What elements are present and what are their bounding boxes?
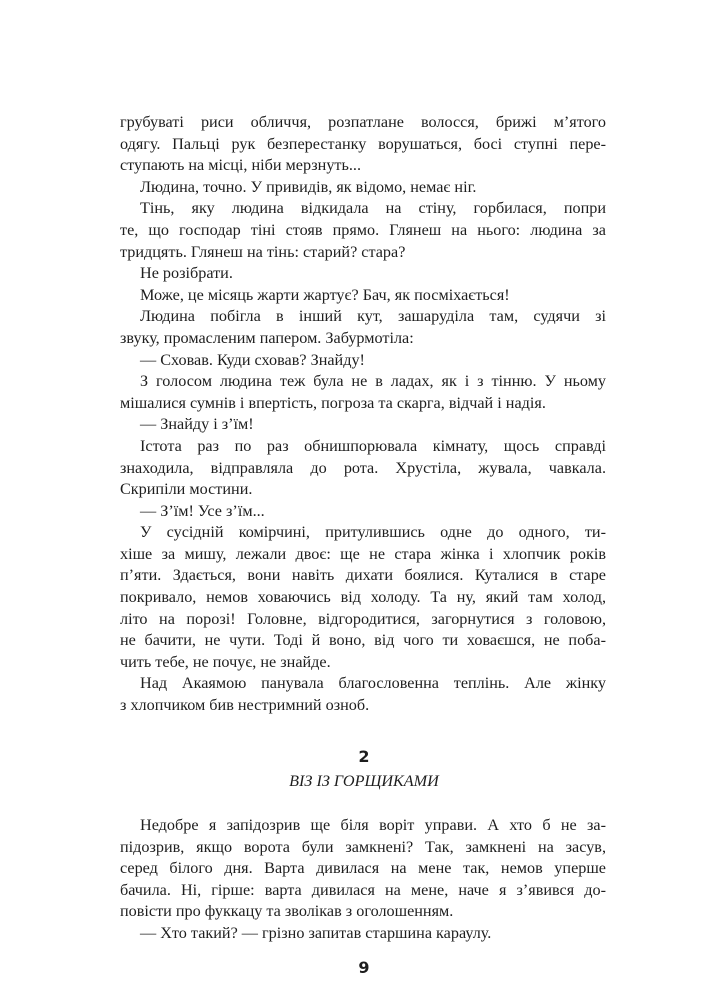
text-line: У сусідній комірчині, притулившись одне до одного, ти- <box>140 523 606 542</box>
page-number: 9 <box>358 958 370 977</box>
text-line: підозрив, якщо ворота були замкнені? Так, замкнені на засув, <box>120 837 606 856</box>
chapter-number: 2 <box>358 747 370 766</box>
text-line: п’яти. Здається, вони навіть дихати боялися. Куталися в старе <box>120 566 606 585</box>
text-line: Не розібрати. <box>140 264 233 283</box>
text-line: не бачити, не чути. Тоді й воно, від чого ти ховаєшся, не поба- <box>120 631 606 650</box>
text-section-2 <box>120 815 606 945</box>
text-line: Над Акаямою панувала благословенна теплінь. Але жінку <box>140 674 606 693</box>
text-line: чить тебе, не почує, не знайде. <box>120 652 331 671</box>
text-line: Людина, точно. У привидів, як відомо, немає ніг. <box>140 177 477 196</box>
text-line: бачила. Ні, гірше: варта дивилася на мене, наче я з’явився до- <box>120 880 606 899</box>
text-line: — Хто такий? — грізно запитав старшина караулу. <box>140 923 492 942</box>
text-line: одягу. Пальці рук безперестанку ворушаться, босі ступні пере- <box>120 134 606 153</box>
text-line: — Знайду і з’їм! <box>140 415 254 434</box>
text-line: Людина побігла в інший кут, зашаруділа там, судячи зі <box>140 307 606 326</box>
text-line: ступають на місці, ніби мерзнуть... <box>120 156 362 175</box>
text-line: Скрипіли мостини. <box>120 480 253 499</box>
text-line: Тінь, яку людина відкидала на стіну, горбилася, попри <box>140 199 606 218</box>
text-line: мішалися сумнів і впертість, погроза та скарга, відчай і надія. <box>120 393 546 412</box>
text-line: повісти про фуккацу та зволікав з оголошенням. <box>120 902 454 921</box>
text-line: — Сховав. Куди сховав? Знайду! <box>140 350 365 369</box>
text-line: Недобре я запідозрив ще біля воріт управи. А хто б не за- <box>140 816 606 834</box>
text-line: звуку, промасленим папером. Забурмотіла: <box>120 328 414 347</box>
text-line: серед білого дня. Варта дивилася на мене так, немов уперше <box>120 859 606 878</box>
text-line: тридцять. Глянеш на тінь: старий? стара? <box>120 242 406 261</box>
text-line: з хлопчиком бив нестримний озноб. <box>120 696 370 715</box>
text-line: З голосом людина теж була не в ладах, як і з тінню. У ньому <box>140 372 606 391</box>
text-line: знаходила, відправляла до рота. Хрустіла, жувала, чавкала. <box>120 458 606 477</box>
text-line: літо на порозі! Головне, відгородитися, загорнутися з головою, <box>120 609 606 628</box>
text-section-1 <box>120 112 606 717</box>
text-line: покривало, немов ховаючись від холоду. Та ну, який там холод, <box>120 588 606 607</box>
text-line: Може, це місяць жарти жартує? Бач, як посміхається! <box>140 285 510 304</box>
text-line: хіше за мишу, лежали двоє: ще не стара жінка і хлопчик років <box>120 544 606 563</box>
text-line: — З’їм! Усе з’їм... <box>140 501 265 520</box>
chapter-title: ВІЗ ІЗ ГОРЩИКАМИ <box>289 772 439 790</box>
text-line: грубуваті риси обличчя, розпатлане волосся, брижі м’ятого <box>120 113 606 131</box>
text-line: те, що господар тіні стояв прямо. Глянеш на нього: людина за <box>120 220 606 239</box>
text-line: Істота раз по раз обнишпорювала кімнату, щось справді <box>140 436 606 455</box>
